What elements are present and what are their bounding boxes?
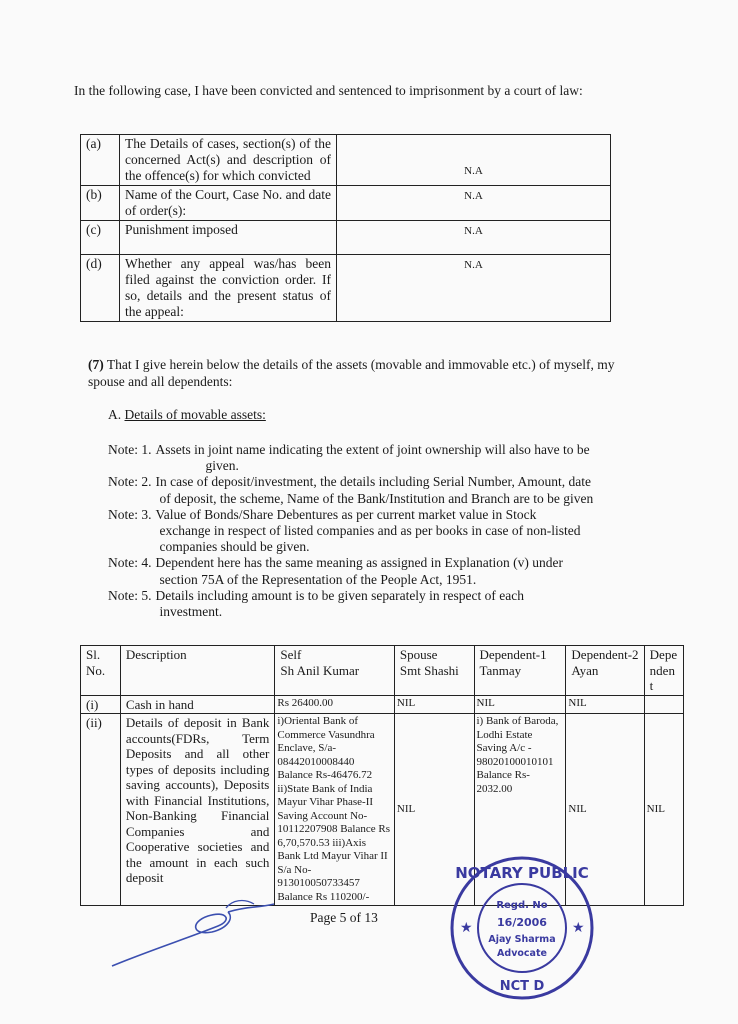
paragraph-text: That I give herein below the details of the assets (movable and immovable etc.) of myself, my spouse and all dependents:	[88, 357, 615, 389]
cell-spouse: NIL	[394, 714, 474, 906]
header-label: Self	[280, 647, 302, 662]
cell-spouse: NIL	[394, 695, 474, 714]
cell-dep1: NIL	[474, 695, 566, 714]
stamp-reg: Regd. No	[496, 900, 548, 911]
cell-self: Rs 26400.00	[275, 695, 395, 714]
cell-self: i)Oriental Bank of Commerce Vasundhra Enclave, S/a-08442010008440 Balance Rs-46476.72 ii)State Bank of India Mayur Vihar Phase-II Saving Account No-10112207908 Balance Rs 6,70,570.53 iii)Axis Bank Ltd Mayur Vihar II S/a No-913010050733457 Balance Rs 110200/-	[275, 714, 395, 906]
notary-stamp	[438, 850, 606, 1000]
note-label: Note: 1.	[108, 442, 152, 457]
list-item	[108, 555, 638, 587]
header-description: Description	[120, 646, 274, 696]
row-label: The Details of cases, section(s) of the concerned Act(s) and description of the offence(s) for which convicted	[120, 135, 337, 186]
section-prefix: A.	[108, 407, 122, 422]
row-code: (b)	[81, 186, 120, 221]
page-number: Page 5 of 13	[310, 910, 378, 925]
list-item	[108, 588, 638, 620]
header-name: Tanmay	[479, 662, 522, 678]
note-line: Dependent here has the same meaning as assigned in Explanation (v) under	[155, 555, 563, 571]
stamp-star-icon: ★	[572, 920, 585, 936]
note-line: companies should be given.	[159, 539, 310, 555]
note-line: Details including amount is to be given separately in respect of each	[155, 587, 525, 603]
table-row	[81, 255, 611, 322]
note-line: exchange in respect of listed companies and as per books in case of non-listed	[159, 523, 581, 539]
paragraph-7	[88, 356, 648, 390]
table-header-row	[81, 646, 684, 696]
cell-sl: (i)	[81, 695, 121, 714]
note-label: Note: 2.	[108, 474, 152, 490]
stamp-star-icon: ★	[460, 920, 473, 936]
row-value: N.A	[337, 221, 611, 255]
row-value: N.A	[337, 186, 611, 221]
row-label: Name of the Court, Case No. and date of order(s):	[120, 186, 337, 221]
note-label: Note: 4.	[108, 555, 152, 571]
intro-text: In the following case, I have been convicted and sentenced to imprisonment by a court of law:	[74, 83, 583, 98]
cell-sl: (ii)	[81, 714, 121, 906]
cell-dep1: i) Bank of Baroda, Lodhi Estate Saving A/c - 98020100010101 Balance Rs-2032.00	[474, 714, 566, 906]
row-label: Whether any appeal was/has been filed against the conviction order. If so, details and the present status of the appeal:	[120, 255, 337, 322]
cell-description: Cash in hand	[120, 695, 274, 714]
section-a-heading	[108, 407, 266, 423]
note-label: Note: 5.	[108, 587, 152, 603]
stamp-role: Advocate	[497, 948, 547, 959]
header-label: Dependent-2	[571, 647, 639, 662]
list-item	[108, 507, 638, 556]
note-line: investment.	[159, 604, 223, 620]
signature-image	[108, 896, 288, 976]
stamp-bottom-text: NCT D	[499, 979, 545, 994]
table-row	[81, 221, 611, 255]
header-dependent-2	[566, 646, 644, 696]
note-line: section 75A of the Representation of the People Act, 1951.	[159, 571, 477, 587]
cell-dep2: NIL	[566, 695, 644, 714]
paragraph-number: (7)	[88, 357, 104, 372]
cell-dep2: NIL	[566, 714, 644, 906]
note-line: of deposit, the scheme, Name of the Bank/Institution and Branch are to be given	[159, 490, 594, 506]
header-self	[275, 646, 395, 696]
note-line: In case of deposit/investment, the details including Serial Number, Amount, date	[155, 474, 591, 490]
note-label: Note: 3.	[108, 506, 152, 522]
table-row	[81, 186, 611, 221]
cell-dep3	[644, 695, 683, 714]
row-value: N.A	[337, 135, 611, 186]
row-code: (a)	[81, 135, 120, 186]
header-label: Dependent-1	[479, 647, 547, 662]
note-line: given.	[205, 458, 239, 474]
row-code: (c)	[81, 221, 120, 255]
stamp-number: 16/2006	[497, 916, 547, 929]
table-row	[81, 135, 611, 186]
header-spouse	[394, 646, 474, 696]
row-code: (d)	[81, 255, 120, 322]
table-row	[81, 695, 684, 714]
list-item	[108, 474, 638, 506]
row-value: N.A	[337, 255, 611, 322]
header-dependent-1	[474, 646, 566, 696]
header-label: Spouse	[399, 647, 438, 662]
stamp-name: Ajay Sharma	[488, 934, 556, 945]
list-item	[108, 442, 638, 474]
note-line: Assets in joint name indicating the extent of joint ownership will also have to be	[155, 442, 590, 457]
cell-description: Details of deposit in Bank accounts(FDRs, Term Deposits and all other types of deposits including saving accounts), Deposits with Financial Institutions, Non-Banking Financial Companies and Cooperative societies and the amount in each such deposit	[120, 714, 274, 906]
row-label: Punishment imposed	[120, 221, 337, 255]
header-name: Sh Anil Kumar	[280, 662, 360, 678]
cell-dep3: NIL	[644, 714, 683, 906]
section-title: Details of movable assets:	[124, 407, 266, 422]
header-name: Ayan	[571, 662, 599, 678]
notes-list	[108, 442, 638, 620]
note-line: Value of Bonds/Share Debentures as per current market value in Stock	[155, 506, 537, 522]
conviction-table	[80, 134, 611, 322]
header-sl: Sl. No.	[81, 646, 121, 696]
header-name: Smt Shashi	[399, 662, 459, 678]
stamp-top-text: NOTARY PUBLIC	[455, 864, 589, 882]
header-dependent-3: Dependent	[644, 646, 683, 696]
